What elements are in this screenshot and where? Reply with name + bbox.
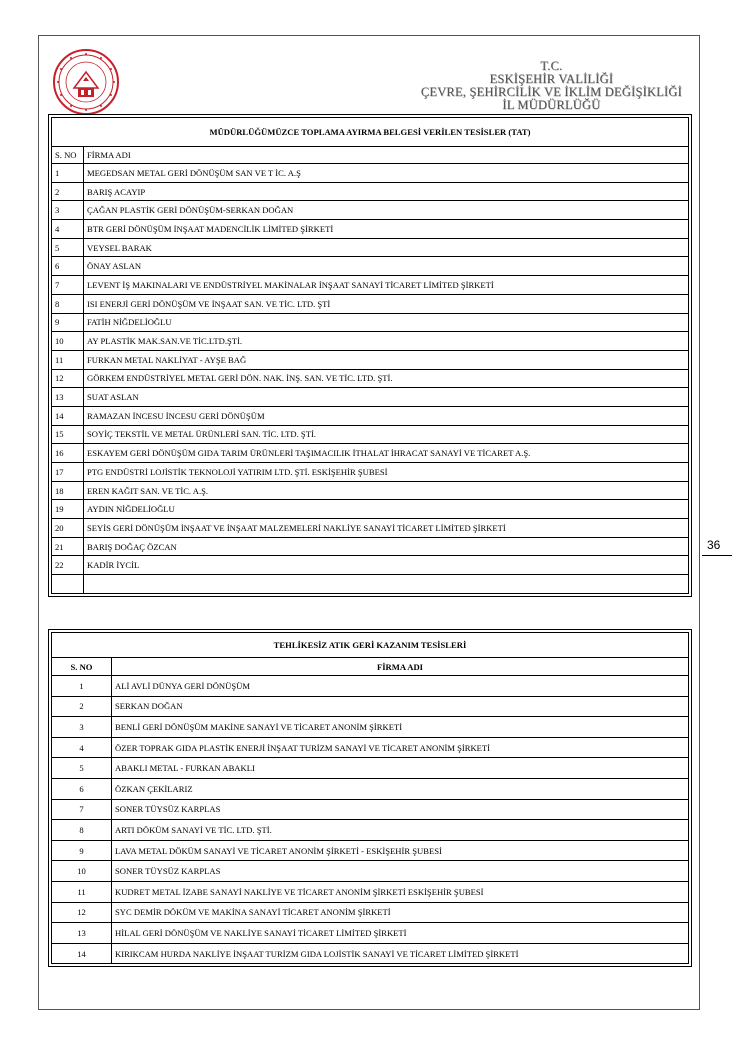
firm-name: ARTI DÖKÜM SANAYİ VE TİC. LTD. ŞTİ. <box>112 820 689 841</box>
table-row <box>52 676 689 697</box>
firm-name: BARIŞ DOĞAÇ ÖZCAN <box>84 537 689 556</box>
table-row <box>52 332 689 351</box>
table-row <box>52 164 689 183</box>
table-row <box>52 201 689 220</box>
firm-name: SONER TÜYSÜZ KARPLAS <box>112 861 689 882</box>
firm-name: AYDIN NİĞDELİOĞLU <box>84 500 689 519</box>
firm-name: AY PLASTİK MAK.SAN.VE TİC.LTD.ŞTİ. <box>84 332 689 351</box>
row-number: 2 <box>52 696 112 717</box>
table-row <box>52 444 689 463</box>
row-number: 20 <box>52 519 84 538</box>
row-number: 6 <box>52 778 112 799</box>
row-number: 6 <box>52 257 84 276</box>
table-row <box>52 840 689 861</box>
table-row <box>52 943 689 964</box>
row-number: 12 <box>52 902 112 923</box>
firm-name: SERKAN DOĞAN <box>112 696 689 717</box>
firm-name: FURKAN METAL NAKLİYAT - AYŞE BAĞ <box>84 350 689 369</box>
table-row <box>52 294 689 313</box>
firm-name: RAMAZAN İNCESU İNCESU GERİ DÖNÜŞÜM <box>84 406 689 425</box>
table-row <box>52 537 689 556</box>
row-number: 3 <box>52 717 112 738</box>
row-number: 2 <box>52 182 84 201</box>
firm-name: GÖRKEM ENDÜSTRİYEL METAL GERİ DÖN. NAK. İNŞ. SAN. VE TİC. LTD. ŞTİ. <box>84 369 689 388</box>
recovery-col-name-header: FİRMA ADI <box>112 658 689 676</box>
row-number: 17 <box>52 463 84 482</box>
row-number: 12 <box>52 369 84 388</box>
table-row <box>52 519 689 538</box>
table-row <box>52 238 689 257</box>
firm-name: SUAT ASLAN <box>84 388 689 407</box>
tat-facilities-table-box <box>48 114 692 597</box>
table-row <box>52 799 689 820</box>
row-number: 5 <box>52 758 112 779</box>
table-row <box>52 182 689 201</box>
table-row <box>52 406 689 425</box>
tat-facilities-table <box>51 117 689 594</box>
firm-name: ÖZER TOPRAK GIDA PLASTİK ENERJİ İNŞAAT TURİZM SANAYİ VE TİCARET ANONİM ŞİRKETİ <box>112 737 689 758</box>
header-line-governorship: ESKİŞEHİR VALİLİĞİ <box>489 72 614 86</box>
row-number: 1 <box>52 164 84 183</box>
row-number: 16 <box>52 444 84 463</box>
row-number: 8 <box>52 294 84 313</box>
firm-name: LEVENT İŞ MAKINALARI VE ENDÜSTRİYEL MAKİNALAR İNŞAAT SANAYİ TİCARET LİMİTED ŞİRKETİ <box>84 276 689 295</box>
firm-name: ABAKLI METAL - FURKAN ABAKLI <box>112 758 689 779</box>
table-row <box>52 923 689 944</box>
table-row <box>52 737 689 758</box>
table-row <box>52 276 689 295</box>
row-number: 3 <box>52 201 84 220</box>
firm-name: ÖZKAN ÇEKİLARIZ <box>112 778 689 799</box>
ministry-seal-logo <box>52 48 120 116</box>
firm-name: KIRIKCAM HURDA NAKLİYE İNŞAAT TURİZM GIDA LOJİSTİK SANAYİ VE TİCARET LİMİTED ŞİRKETİ <box>112 943 689 964</box>
tat-table-body <box>52 164 689 594</box>
row-number: 21 <box>52 537 84 556</box>
table-row <box>52 388 689 407</box>
header-line-tc: T.C. <box>540 59 563 73</box>
table-row <box>52 257 689 276</box>
table-row <box>52 758 689 779</box>
recovery-table-title: TEHLİKESİZ ATIK GERİ KAZANIM TESİSLERİ <box>52 633 689 658</box>
row-number: 14 <box>52 943 112 964</box>
firm-name: ÖNAY ASLAN <box>84 257 689 276</box>
waste-recovery-table-box <box>48 629 692 967</box>
firm-name: MEGEDSAN METAL GERİ DÖNÜŞÜM SAN VE T İC. A.Ş <box>84 164 689 183</box>
table-row <box>52 861 689 882</box>
firm-name: HİLAL GERİ DÖNÜŞÜM VE NAKLİYE SANAYİ TİCARET LİMİTED ŞİRKETİ <box>112 923 689 944</box>
row-number: 8 <box>52 820 112 841</box>
firm-name: ALİ AVLİ DÜNYA GERİ DÖNÜŞÜM <box>112 676 689 697</box>
firm-name: EREN KAĞIT SAN. VE TİC. A.Ş. <box>84 481 689 500</box>
row-number: 19 <box>52 500 84 519</box>
row-number: 22 <box>52 556 84 575</box>
institution-header <box>421 60 682 112</box>
table-row <box>52 369 689 388</box>
header-line-directorate: İL MÜDÜRLÜĞÜ <box>502 98 601 112</box>
row-number: 5 <box>52 238 84 257</box>
firm-name: ESKAYEM GERİ DÖNÜŞÜM GIDA TARIM ÜRÜNLERİ TAŞIMACILIK İTHALAT İHRACAT SANAYİ VE TİCARET A.Ş. <box>84 444 689 463</box>
tat-col-name-header: FİRMA ADI <box>84 147 689 164</box>
page-number-rule <box>702 555 732 556</box>
row-number: 9 <box>52 313 84 332</box>
tat-col-no-header: S. NO <box>52 147 84 164</box>
table-row <box>52 717 689 738</box>
table-row <box>52 902 689 923</box>
table-row <box>52 425 689 444</box>
row-number: 7 <box>52 276 84 295</box>
header-line-ministry: ÇEVRE, ŞEHİRCİLİK VE İKLİM DEĞİŞİKLİĞİ <box>420 85 682 99</box>
firm-name: SEYİS GERİ DÖNÜŞÜM İNŞAAT VE İNŞAAT MALZEMELERİ NAKLİYE SANAYİ TİCARET LİMİTED ŞİRKETİ <box>84 519 689 538</box>
table-row <box>52 481 689 500</box>
firm-name: BENLİ GERİ DÖNÜŞÜM MAKİNE SANAYİ VE TİCARET ANONİM ŞİRKETİ <box>112 717 689 738</box>
firm-name: SOYİÇ TEKSTİL VE METAL ÜRÜNLERİ SAN. TİC. LTD. ŞTİ. <box>84 425 689 444</box>
firm-name: SYC DEMİR DÖKÜM VE MAKİNA SANAYİ TİCARET ANONİM ŞİRKETİ <box>112 902 689 923</box>
row-number: 13 <box>52 388 84 407</box>
firm-name: KUDRET METAL İZABE SANAYİ NAKLİYE VE TİCARET ANONİM ŞİRKETİ ESKİŞEHİR ŞUBESİ <box>112 881 689 902</box>
firm-name: KADİR İYCİL <box>84 556 689 575</box>
firm-name: LAVA METAL DÖKÜM SANAYİ VE TİCARET ANONİM ŞİRKETİ - ESKİŞEHİR ŞUBESİ <box>112 840 689 861</box>
row-number: 11 <box>52 881 112 902</box>
page-number: 36 <box>707 538 721 552</box>
recovery-table-body <box>52 676 689 964</box>
row-number: 10 <box>52 861 112 882</box>
table-row <box>52 220 689 239</box>
table-row <box>52 820 689 841</box>
row-number: 1 <box>52 676 112 697</box>
firm-name: ÇAĞAN PLASTİK GERİ DÖNÜŞÜM-SERKAN DOĞAN <box>84 201 689 220</box>
table-row <box>52 575 689 594</box>
firm-name: BTR GERİ DÖNÜŞÜM İNŞAAT MADENCİLİK LİMİTED ŞİRKETİ <box>84 220 689 239</box>
table-row <box>52 696 689 717</box>
row-number <box>52 575 84 594</box>
waste-recovery-table <box>51 632 689 964</box>
tat-table-title: MÜDÜRLÜĞÜMÜZCE TOPLAMA AYIRMA BELGESİ VERİLEN TESİSLER (TAT) <box>52 118 689 147</box>
table-row <box>52 463 689 482</box>
row-number: 4 <box>52 220 84 239</box>
firm-name <box>84 575 689 594</box>
firm-name: PTG ENDÜSTRİ LOJİSTİK TEKNOLOJİ YATIRIM LTD. ŞTİ. ESKİŞEHİR ŞUBESİ <box>84 463 689 482</box>
row-number: 18 <box>52 481 84 500</box>
firm-name: ISI ENERJİ GERİ DÖNÜŞÜM VE İNŞAAT SAN. VE TİC. LTD. ŞTİ <box>84 294 689 313</box>
row-number: 9 <box>52 840 112 861</box>
row-number: 11 <box>52 350 84 369</box>
row-number: 10 <box>52 332 84 351</box>
firm-name: BARIŞ ACAYIP <box>84 182 689 201</box>
table-row <box>52 778 689 799</box>
firm-name: SONER TÜYSÜZ KARPLAS <box>112 799 689 820</box>
table-row <box>52 350 689 369</box>
row-number: 13 <box>52 923 112 944</box>
firm-name: FATİH NİĞDELİOĞLU <box>84 313 689 332</box>
recovery-col-no-header: S. NO <box>52 658 112 676</box>
row-number: 4 <box>52 737 112 758</box>
row-number: 14 <box>52 406 84 425</box>
table-row <box>52 500 689 519</box>
row-number: 15 <box>52 425 84 444</box>
firm-name: VEYSEL BARAK <box>84 238 689 257</box>
table-row <box>52 556 689 575</box>
table-row <box>52 313 689 332</box>
row-number: 7 <box>52 799 112 820</box>
table-row <box>52 881 689 902</box>
